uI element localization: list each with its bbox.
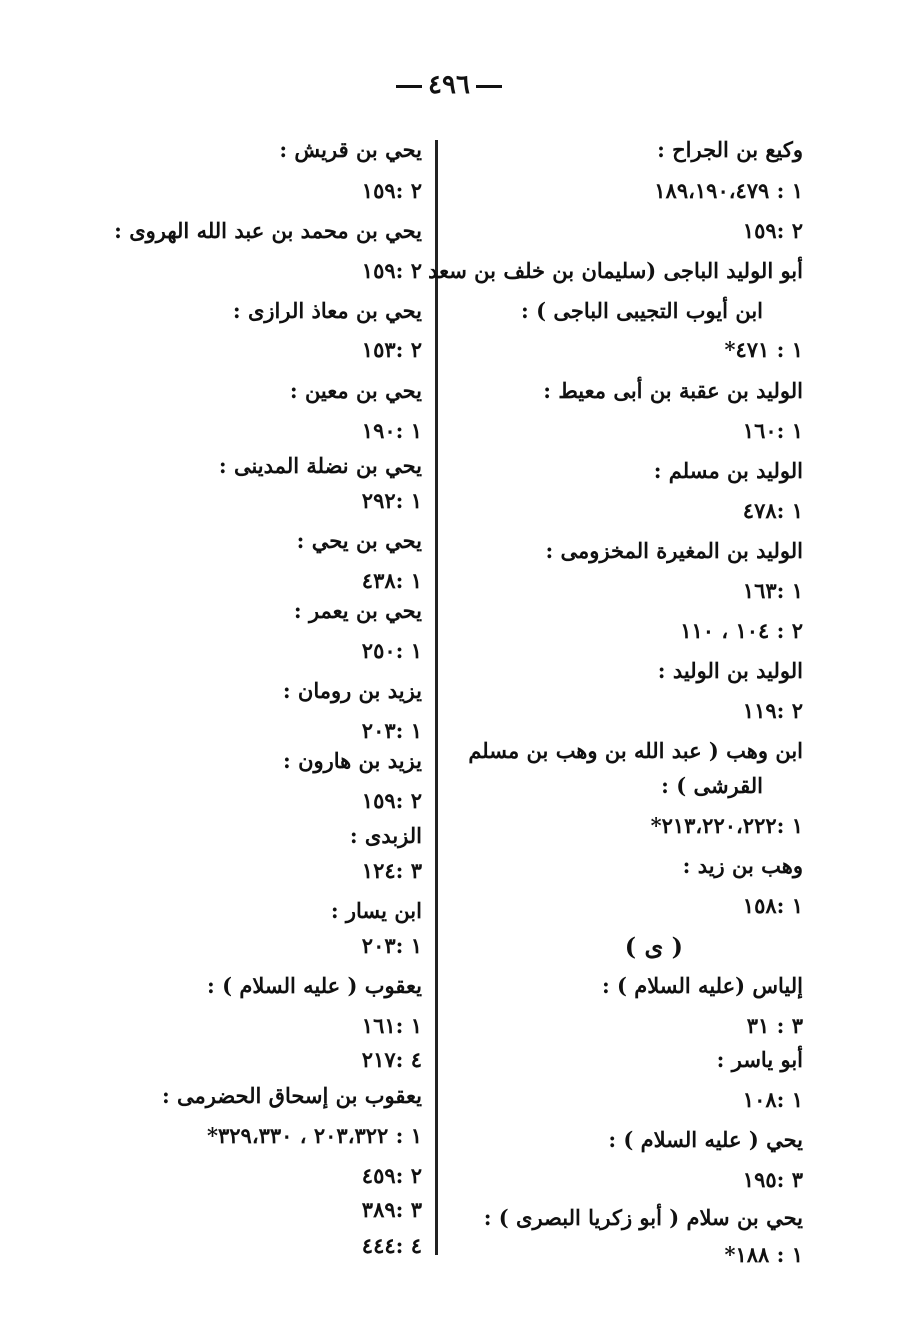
- index-entry-name: الزبدى :: [349, 823, 422, 848]
- index-entry-name: يحي بن معين :: [289, 378, 422, 403]
- index-entry-name: ابن وهب ( عبد الله بن وهب بن مسلم: [468, 738, 803, 763]
- section-letter: ( ى ): [624, 932, 683, 961]
- index-entry-name: يعقوب بن إسحاق الحضرمى :: [161, 1083, 422, 1108]
- index-reference: ١ :٢٠٣: [361, 718, 422, 743]
- index-reference: ١ :١٥٨: [742, 893, 803, 918]
- index-reference: ١ : ٢٠٣،٣٢٢ ، ٣٢٩،٣٣٠*: [207, 1123, 422, 1148]
- index-reference: ١ : ١٨٩،١٩٠،٤٧٩: [654, 178, 803, 203]
- index-reference: ٤ :٤٤٤: [361, 1233, 422, 1258]
- index-entry-name: يزيد بن رومان :: [282, 678, 422, 703]
- index-reference: ٢ : ١٠٤ ، ١١٠: [680, 618, 803, 643]
- index-reference: ٢ :١١٩: [742, 698, 803, 723]
- index-entry-name: أبو ياسر :: [716, 1047, 803, 1072]
- index-entry-name: يحي بن قريش :: [279, 137, 422, 162]
- index-entry-name: يحي بن نضلة المدينى :: [218, 453, 422, 478]
- index-entry-name: يحي بن يحي :: [296, 528, 422, 553]
- index-entry-name: الوليد بن المغيرة المخزومى :: [545, 538, 803, 563]
- index-entry-name: وهب بن زيد :: [682, 853, 803, 878]
- index-reference: ٢ :١٥٣: [361, 337, 422, 362]
- index-entry-name: أبو الوليد الباجى (سليمان بن خلف بن سعد: [428, 258, 803, 283]
- page-number-text: ٤٩٦: [428, 70, 470, 100]
- index-reference: ١ :٢٩٢: [361, 488, 422, 513]
- index-entry-name: يحي بن سلام ( أبو زكريا البصرى ) :: [483, 1205, 803, 1230]
- index-entry-name: إلياس (عليه السلام ) :: [601, 973, 803, 998]
- index-entry-name: يحي بن محمد بن عبد الله الهروى :: [114, 218, 422, 243]
- index-reference: ١ :٢٠٣: [361, 933, 422, 958]
- index-reference: ١ :١٦٣: [742, 578, 803, 603]
- index-reference: ٢ :١٥٩: [361, 788, 422, 813]
- index-reference: ١ :٢٥٠: [361, 638, 422, 663]
- index-reference: ٤ :٢١٧: [361, 1047, 422, 1072]
- dash-divider: [476, 85, 502, 88]
- index-reference: ١ : ٤٧١*: [724, 337, 803, 362]
- index-reference: ١ :١٦٠: [742, 418, 803, 443]
- index-reference: ٣ :١٢٤: [361, 858, 422, 883]
- index-entry-name: يزيد بن هارون :: [283, 748, 422, 773]
- index-reference: ٣ :٣٨٩: [361, 1197, 422, 1222]
- index-entry-name: وكيع بن الجراح :: [657, 137, 803, 162]
- index-reference: ١ :٤٣٨: [361, 568, 422, 593]
- index-entry-name: ابن يسار :: [330, 898, 422, 923]
- index-reference: ٢ :١٥٩: [361, 258, 422, 283]
- index-entry-name: الوليد بن مسلم :: [653, 458, 803, 483]
- index-reference: ١ :١٦١: [361, 1013, 422, 1038]
- index-reference: ١ :٢١٣،٢٢٠،٢٢٢*: [650, 813, 803, 838]
- index-reference: ١ :١٠٨: [742, 1087, 803, 1112]
- page-number: [0, 70, 898, 100]
- index-reference: ٣ :١٩٥: [742, 1167, 803, 1192]
- index-entry-name: يحي بن معاذ الرازى :: [232, 298, 422, 323]
- index-reference: ٣ : ٣١: [746, 1013, 803, 1038]
- index-entry-name: يحي بن يعمر :: [293, 598, 422, 623]
- index-entry-name: ابن أيوب التجيبى الباجى ) :: [521, 298, 763, 323]
- index-reference: ١ : ١٨٨*: [724, 1242, 803, 1267]
- index-reference: ١ :١٩٠: [361, 418, 422, 443]
- index-entry-name: القرشى ) :: [661, 773, 763, 798]
- index-entry-name: الوليد بن الوليد :: [657, 658, 803, 683]
- index-reference: ٢ :٤٥٩: [361, 1163, 422, 1188]
- index-reference: ٢ :١٥٩: [742, 218, 803, 243]
- index-reference: ١ :٤٧٨: [742, 498, 803, 523]
- index-entry-name: يحي ( عليه السلام ) :: [608, 1127, 803, 1152]
- index-reference: ٢ :١٥٩: [361, 178, 422, 203]
- column-divider: [435, 140, 438, 1255]
- index-entry-name: الوليد بن عقبة بن أبى معيط :: [543, 378, 803, 403]
- index-entry-name: يعقوب ( عليه السلام ) :: [207, 973, 422, 998]
- dash-divider: [396, 85, 422, 88]
